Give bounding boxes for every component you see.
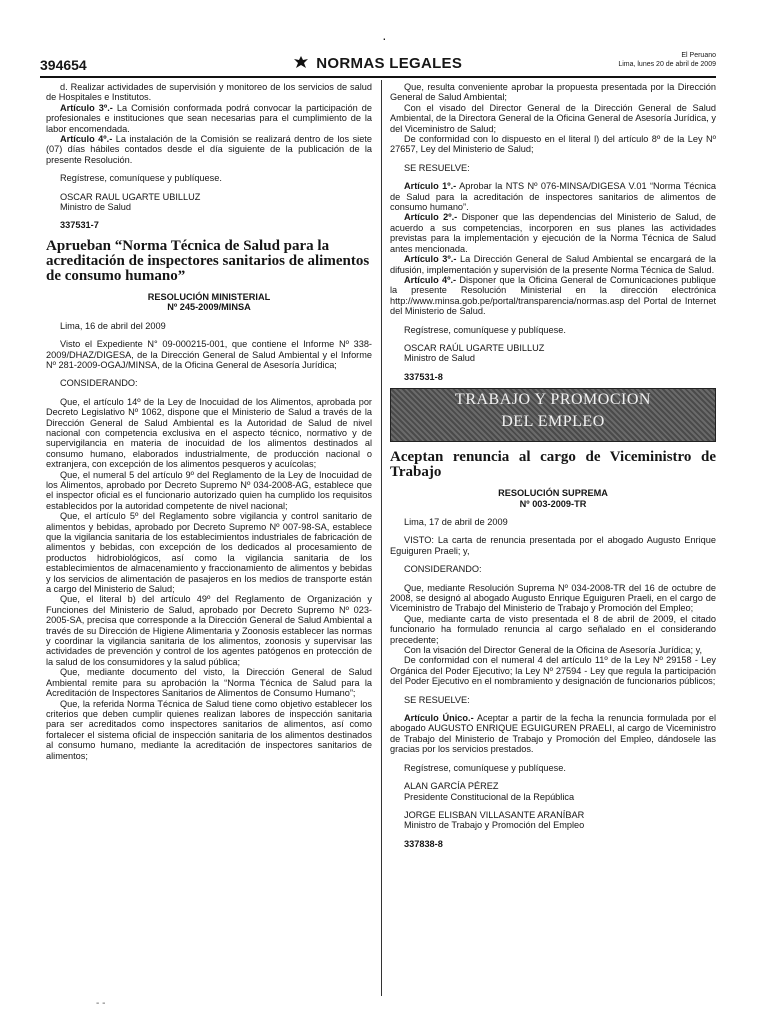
spacer [46, 370, 372, 378]
spacer [390, 173, 716, 181]
article-unico [390, 713, 716, 755]
spacer [390, 155, 716, 163]
article-3 [390, 254, 716, 275]
se-resuelve-heading: SE RESUELVE: [404, 694, 470, 705]
considerando-heading: CONSIDERANDO: [60, 378, 138, 389]
article-label: Artículo 2º.- [404, 212, 458, 223]
coat-of-arms-icon [294, 55, 312, 72]
resolution-type: RESOLUCIÓN MINISTERIAL [147, 291, 271, 302]
masthead-title: NORMAS LEGALES [316, 55, 463, 72]
spacer [46, 165, 372, 173]
spacer [390, 364, 716, 372]
resolution-headline: Aceptan renuncia al cargo de Viceministro de Trabajo [390, 449, 716, 481]
paragraph: Con el visado del Director General de la Dirección General de Salud Ambiental, de la Directora General de la Oficina General de Asesoría Jurídica, y del Viceministro de Salud; [390, 102, 716, 134]
considerando-paragraph: Que, mediante Resolución Suprema Nº 034-2008-TR del 16 de octubre de 2008, se designó al abogado Augusto Enrique Eguiguren Praeli, en el cargo de Viceministro de Trabajo del Ministerio de Trabajo y Promoción del Empleo; [390, 582, 716, 614]
visto-paragraph: Visto el Expediente N° 09-000215-001, que contiene el Informe Nº 338-2009/DHAZ/DIGESA, de la Dirección General de Salud Ambiental y el Informe Nº 281-2009-OGAJ/MINSA, de la Oficina General de Asesoría Jurídica; [46, 339, 372, 370]
spacer [390, 831, 716, 839]
spacer [390, 527, 716, 535]
section-banner [390, 388, 716, 442]
signer-title: Ministro de Trabajo y Promoción del Empleo [404, 820, 585, 831]
spacer [46, 331, 372, 339]
resolution-headline: Aprueban “Norma Técnica de Salud para la acreditación de inspectores sanitarios de alimentos de consumo humano” [46, 237, 370, 284]
spacer [390, 575, 716, 583]
spacer [390, 317, 716, 325]
issue-date: Lima, lunes 20 de abril de 2009 [618, 61, 716, 68]
paragraph: De conformidad con lo dispuesto en el literal l) del artículo 8º de la Ley Nº 27657, Ley del Ministerio de Salud; [390, 134, 716, 155]
spacer [46, 284, 372, 292]
article-text: La Dirección General de Salud Ambiental se encargará de la difusión, implementación y supervisión de la presente Norma Técnica de Salud. [390, 254, 717, 275]
considerando-paragraph: Que, el artículo 14º de la Ley de Inocuidad de los Alimentos, aprobada por Decreto Legislativo Nº 1062, dispone que el Ministerio de Salud a través de la Dirección General de Salud Ambiental es la Autoridad de Salud de nivel nacional con competencia exclusiva en el aspecto técnico, normativo y de supervigilancia en materia de inocuidad de los alimentos destinados al consumo humano, elaborados industrialmente, de producción nacional o extranjera, con excepción de los alimentos pesqueros y acuícolas; [46, 396, 372, 470]
publication-code: 337531-8 [404, 371, 443, 382]
banner-line-1: TRABAJO Y PROMOCION [455, 391, 651, 409]
header-right [618, 51, 716, 69]
article-text: La instalación de la Comisión se realizará dentro de los siete (07) días hábiles contados desde el día siguiente de la publicación de la presente Resolución. [46, 134, 372, 165]
considerando-paragraph: De conformidad con el numeral 4 del artículo 11º de la Ley Nº 29158 - Ley Orgánica del Poder Ejecutivo; la Ley Nº 27594 - Ley que regula la participación del Poder Ejecutivo en el nombramiento y designación de funcionarios públicos; [390, 655, 716, 687]
signer-title: Ministro de Salud [404, 353, 475, 364]
article-label: Artículo 4º.- [404, 274, 457, 285]
article-4 [46, 134, 372, 165]
spacer [390, 802, 716, 810]
column-divider [381, 80, 382, 996]
resolution-number: Nº 245-2009/MINSA [167, 302, 251, 313]
article-text: La Comisión conformada podrá convocar la participación de profesionales e instituciones que sean necesarias para el cumplimiento de la labor encomendada. [46, 102, 372, 134]
considerando-paragraph: Que, mediante documento del visto, la Dirección General de Salud Ambiental remite para su aprobación la “Norma Técnica de Salud para la Acreditación de Inspectores Sanitarios de Alimentos de Consumo Humano”; [46, 667, 372, 699]
article-1 [390, 181, 716, 212]
signer-title: Ministro de Salud [60, 202, 131, 213]
signer-name: ALAN GARCÍA PÉREZ [404, 781, 499, 792]
article-3 [46, 103, 372, 134]
spacer [46, 313, 372, 321]
article-label: Artículo 3º.- [404, 254, 457, 265]
right-column [390, 82, 716, 849]
spacer [390, 773, 716, 781]
considerando-paragraph: Que, mediante carta de visto presentada el 8 de abril de 2009, el citado funcionario ha formulado renuncia al cargo señalado en el considerando precedente; [390, 613, 716, 645]
publisher-name: El Peruano [681, 52, 716, 59]
signer-name: OSCAR RAÚL UGARTE UBILLUZ [404, 342, 545, 353]
spacer [390, 556, 716, 564]
considerando-paragraph: Que, el numeral 5 del artículo 9º del Reglamento de la Ley de Inocuidad de los Alimentos, aprobado por Decreto Supremo Nº 034-2008-AG, establece que el inspector oficial es el funcionario autorizado quien ha cumplido los requisitos establecidos por la autoridad competente de nivel nacional; [46, 469, 372, 511]
se-resuelve-heading: SE RESUELVE: [404, 162, 470, 173]
page-header [40, 54, 716, 78]
article-4 [390, 275, 716, 317]
article-label: Artículo 1º.- [404, 181, 457, 192]
spacer [46, 389, 372, 397]
considerando-paragraph: Con la visación del Director General de la Oficina de Asesoría Jurídica; y, [404, 645, 703, 656]
considerando-paragraph: Que, la referida Norma Técnica de Salud tiene como objetivo establecer los criterios que deben cumplir quienes realizan labores de inspección sanitaria para ser acreditados como inspectores sanitarios de alimentos, así como fortalecer el sistema oficial de inspección sanitaria de los alimentos destinados al consumo humano, mediante la acreditación de inspectores sanitarios de alimentos; [46, 698, 372, 761]
spacer [390, 705, 716, 713]
register-line: Regístrese, comuníquese y publíquese. [60, 173, 222, 184]
spacer [390, 509, 716, 517]
article-text: Disponer que la Oficina General de Comunicaciones publique la presente Resolución Ministerial en la dirección electrónica http://www.minsa.gob.pe/portal/transparencia/normas.asp del Portal de Internet del Ministerio de Salud. [390, 274, 717, 317]
article-text: Aceptar a partir de la fecha la renuncia formulada por el abogado AUGUSTO ENRIQUE EGUIGUREN PRAELI, al cargo de Viceministro de Trabajo del Ministerio de Trabajo y Promoción del Empleo, dándosele las gracias por los servicios prestados. [390, 713, 716, 755]
publication-code: 337838-8 [404, 838, 443, 849]
spacer [390, 480, 716, 488]
spacer [390, 335, 716, 343]
signer-title: Presidente Constitucional de la República [404, 791, 575, 802]
resolution-date: Lima, 17 de abril de 2009 [404, 516, 508, 527]
bottom-mark: - - [96, 998, 106, 1009]
resolution-number: Nº 003-2009-TR [519, 498, 587, 509]
article-label: Artículo Único.- [404, 713, 474, 724]
masthead [40, 55, 716, 72]
article-label: Artículo 3º.- [60, 102, 113, 113]
article-2 [390, 212, 716, 254]
banner-line-2: DEL EMPLEO [501, 413, 605, 431]
article-text: Aprobar la NTS Nº 076-MINSA/DIGESA V.01 “Norma Técnica de Salud para la acreditación de inspectores sanitarios de alimentos de consumo humano”. [390, 181, 716, 213]
register-line: Regístrese, comuníquese y publíquese. [404, 324, 566, 335]
signer-name: JORGE ELISBAN VILLASANTE ARANÍBAR [404, 809, 585, 820]
article-label: Artículo 4º.- [60, 134, 113, 145]
publication-code: 337531-7 [60, 220, 99, 231]
paragraph: Que, resulta conveniente aprobar la propuesta presentada por la Dirección General de Salud Ambiental; [390, 82, 716, 103]
resolution-date: Lima, 16 de abril del 2009 [60, 320, 166, 331]
spacer [46, 184, 372, 192]
article-text: Disponer que las dependencias del Ministerio de Salud, de acuerdo a sus competencias, incorporen en sus planes las actividades previstas para la implementación y ejecución de la Norma Técnica de Salud antes mencionada. [390, 212, 717, 254]
spacer [390, 687, 716, 695]
considerando-paragraph: Que, el literal b) del artículo 49º del Reglamento de Organización y Funciones del Ministerio de Salud, aprobado por Decreto Supremo Nº 023-2005-SA, precisa que corresponde a la Dirección General de Salud Ambiental a través de su Dirección de Higiene Alimentaria y Zoonosis establecer las normas y coordinar la vigilancia sanitaria de los alimentos, zoonosis y supervisar las actividades de prevención y control de los agentes patógenos en protección de la salud de los consumidores y la salud pública; [46, 594, 372, 667]
visto-paragraph: VISTO: La carta de renuncia presentada por el abogado Augusto Enrique Eguiguren Praeli; y, [390, 535, 716, 556]
top-dot: · [382, 30, 387, 46]
resolution-type: RESOLUCIÓN SUPREMA [498, 488, 608, 499]
register-line: Regístrese, comuníquese y publíquese. [404, 762, 566, 773]
considerando-heading: CONSIDERANDO: [404, 564, 482, 575]
signer-name: OSCAR RAUL UGARTE UBILLUZ [60, 191, 201, 202]
spacer [390, 755, 716, 763]
paragraph: d. Realizar actividades de supervisión y monitoreo de los servicios de salud de Hospitales e Institutos. [46, 82, 372, 103]
spacer [46, 212, 372, 220]
considerando-paragraph: Que, el artículo 5º del Reglamento sobre vigilancia y control sanitario de alimentos y bebidas, aprobado por Decreto Supremo Nº 007-98-SA, establece que la vigilancia sanitaria de los establecimientos industriales de fabricación de alimentos y bebidas, con excepción de los dedicados al procesamiento de productos hidrobiológicos, así como la vigilancia sanitaria de los establecimientos de almacenamiento y fraccionamiento de alimentos y bebidas y los servicios de alimentación de pasajeros en los medios de transporte están a cargo del Ministerio de Salud; [46, 511, 372, 595]
left-column [46, 82, 372, 761]
page-number: 394654 [40, 57, 87, 73]
